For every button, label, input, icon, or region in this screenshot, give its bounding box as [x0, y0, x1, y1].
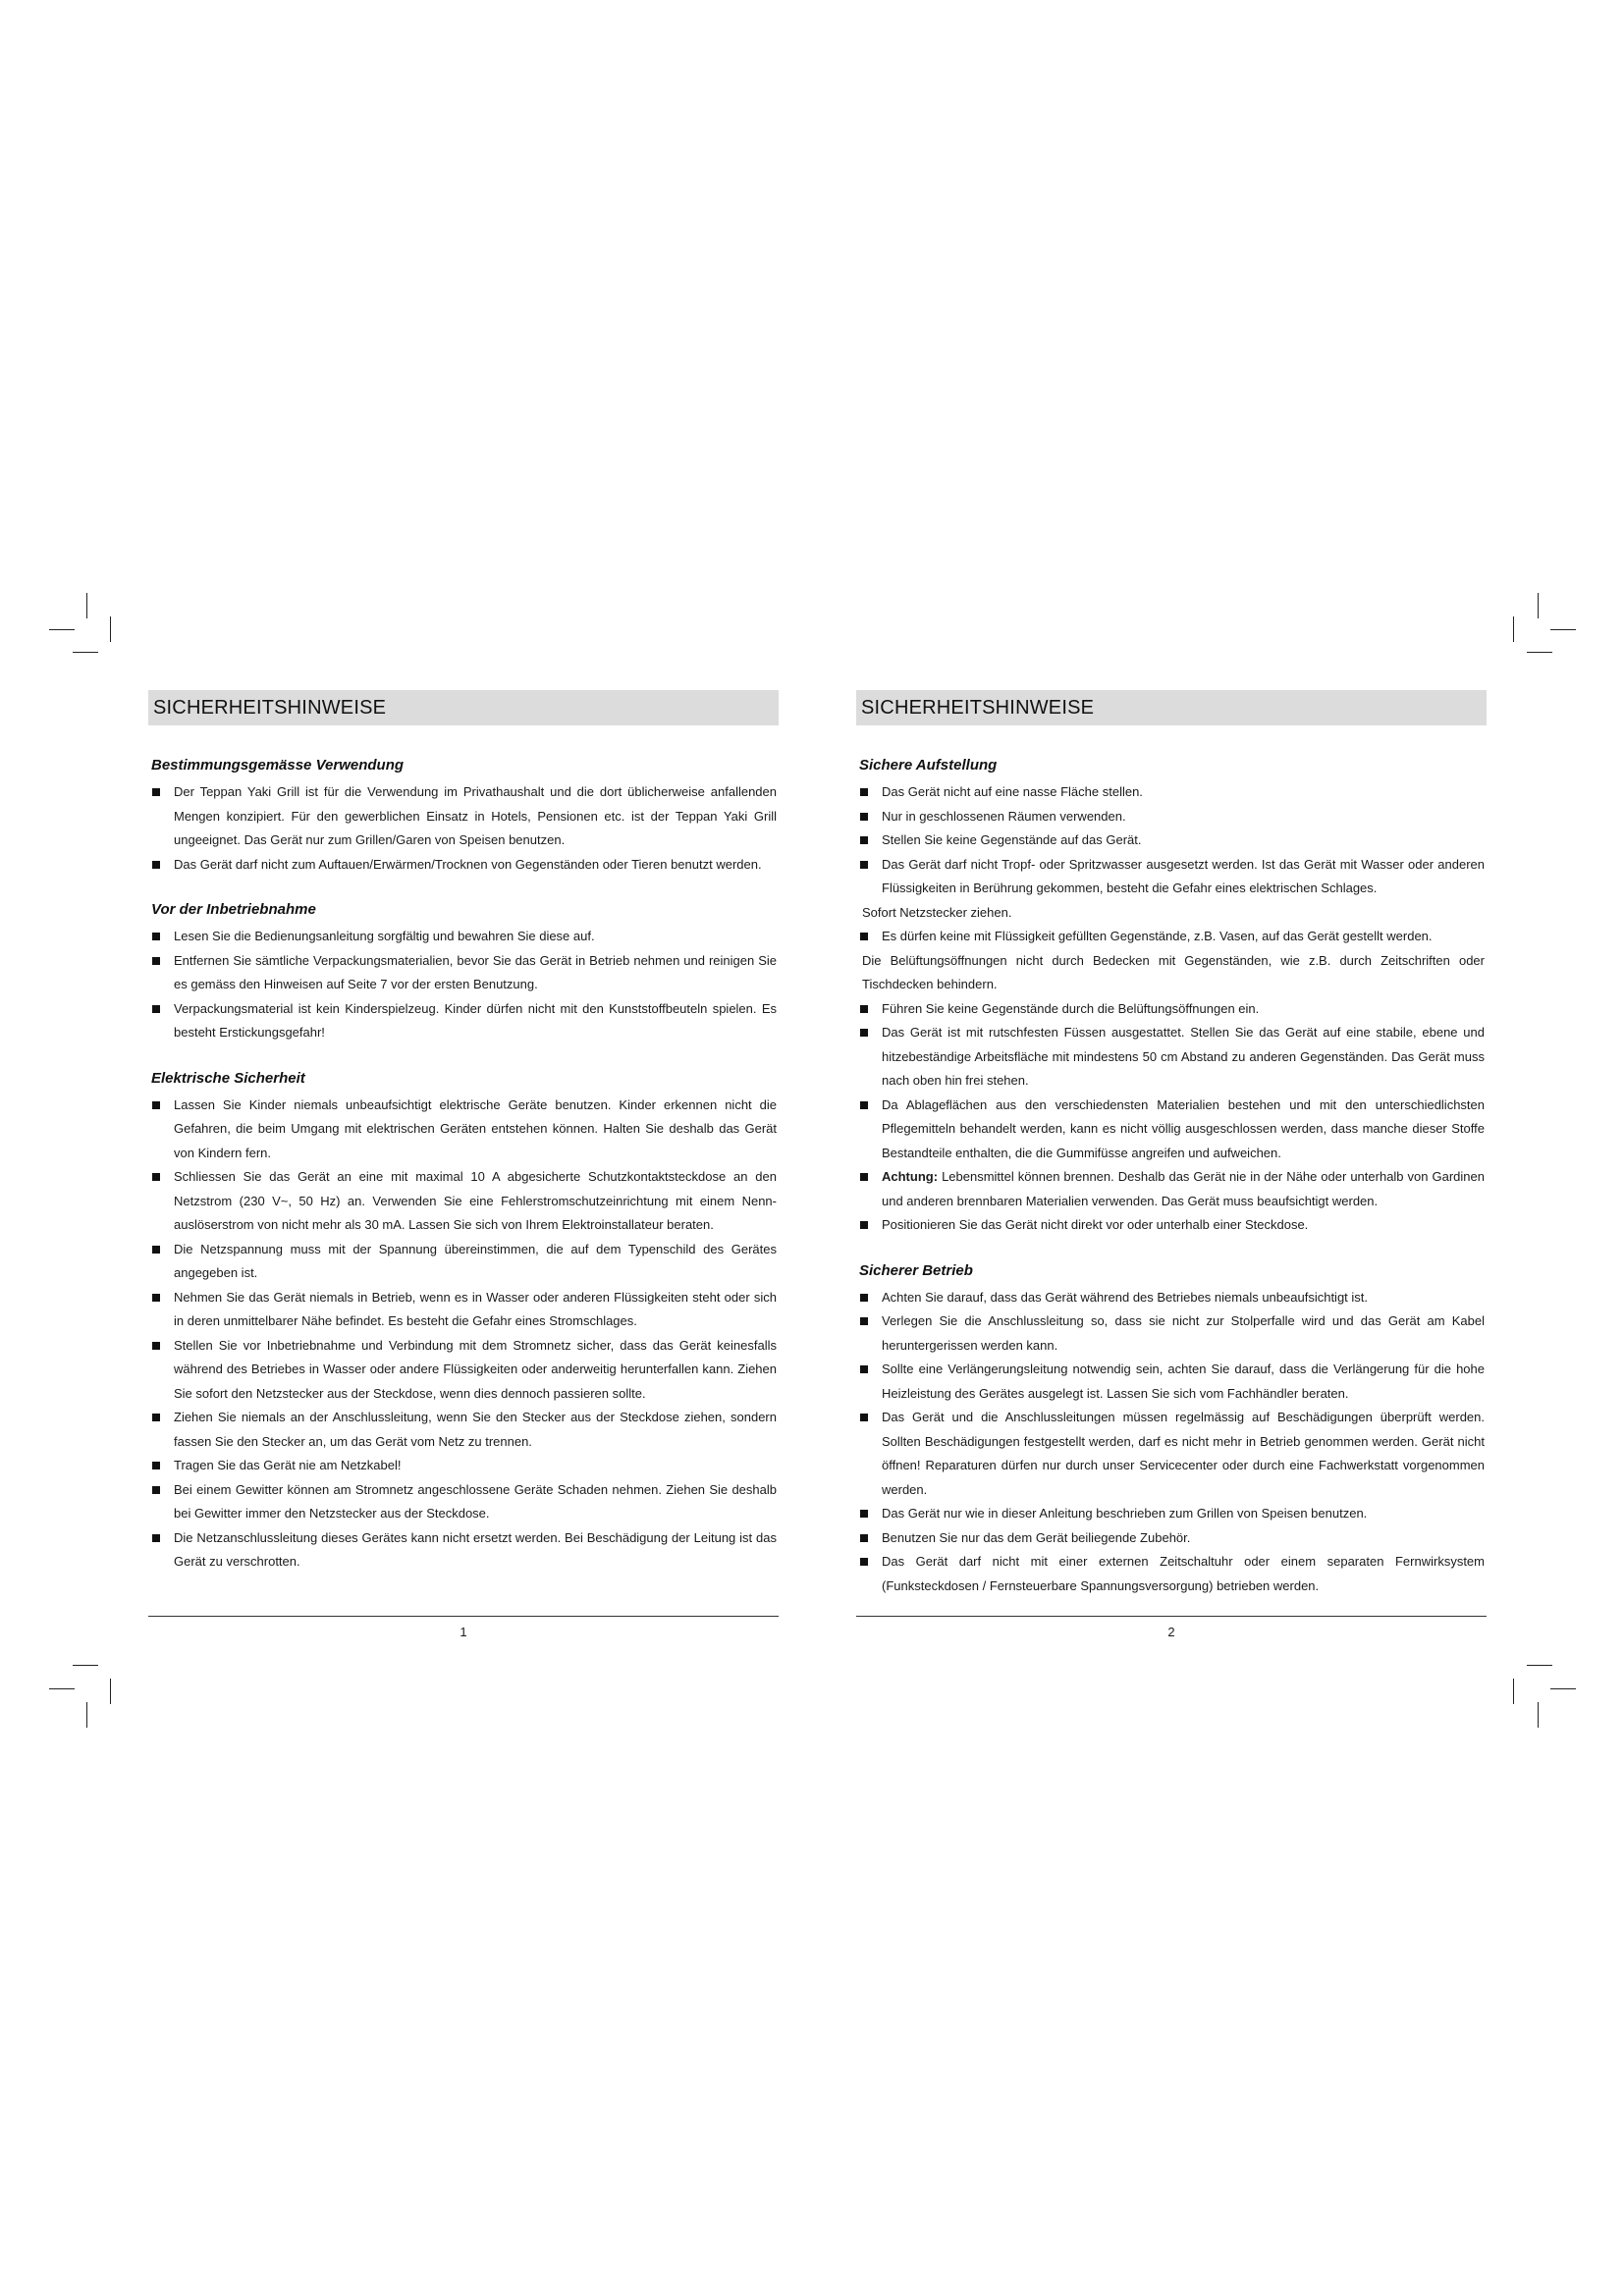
- crop-mark: [86, 1702, 87, 1728]
- list-item: Nur in geschlossenen Räumen verwenden.: [856, 805, 1487, 829]
- crop-mark: [1550, 629, 1576, 630]
- bullet-list: [148, 780, 779, 877]
- square-bullet-icon: [152, 1294, 160, 1302]
- section-heading: Bestimmungsgemässe Verwendung: [151, 757, 405, 774]
- left-page: [148, 690, 779, 1599]
- square-bullet-icon: [860, 1510, 868, 1518]
- square-bullet-icon: [152, 788, 160, 796]
- crop-mark: [49, 629, 75, 630]
- right-page: [856, 690, 1487, 1623]
- square-bullet-icon: [860, 788, 868, 796]
- crop-mark: [1538, 593, 1539, 618]
- page-title-bar: [148, 690, 779, 725]
- list-item: Das Gerät darf nicht Tropf- oder Spritzwasser ausgesetzt werden. Ist das Gerät mit Wasser oder anderen Flüssigkeiten in Berührung gekommen, besteht die Gefahr eines elektrischen Schlages.: [856, 853, 1487, 901]
- bullet-list: [856, 1286, 1487, 1599]
- square-bullet-icon: [860, 1414, 868, 1421]
- square-bullet-icon: [152, 1342, 160, 1350]
- page-title: SICHERHEITSHINWEISE: [861, 696, 1095, 719]
- square-bullet-icon: [860, 1534, 868, 1542]
- list-item: Es dürfen keine mit Flüssigkeit gefüllten Gegenstände, z.B. Vasen, auf das Gerät gestellt werden.: [856, 925, 1487, 949]
- list-item: Lassen Sie Kinder niemals unbeaufsichtigt elektrische Geräte benutzen. Kinder erkennen nicht die Gefahren, die beim Umgang mit elektrischen Geräten entstehen können. Halten Sie deshalb das Gerät von Kindern fern.: [148, 1094, 779, 1166]
- crop-mark: [1513, 616, 1514, 642]
- square-bullet-icon: [860, 933, 868, 940]
- list-item: Achten Sie darauf, dass das Gerät während des Betriebes niemals unbeaufsichtigt ist.: [856, 1286, 1487, 1310]
- list-item: Die Netzanschlussleitung dieses Gerätes kann nicht ersetzt werden. Bei Beschädigung der Leitung ist das Gerät zu verschrotten.: [148, 1526, 779, 1575]
- square-bullet-icon: [152, 933, 160, 940]
- square-bullet-icon: [152, 1246, 160, 1254]
- footer-rule: [856, 1616, 1487, 1617]
- list-item: Bei einem Gewitter können am Stromnetz angeschlossene Geräte Schaden nehmen. Ziehen Sie deshalb bei Gewitter immer den Netzstecker aus der Steckdose.: [148, 1478, 779, 1526]
- page-title: SICHERHEITSHINWEISE: [153, 696, 387, 719]
- list-item: Achtung: Lebensmittel können brennen. Deshalb das Gerät nie in der Nähe oder unterhalb von Gardinen und anderen brennbaren Materialien verwenden. Das Gerät muss beaufsichtigt werden.: [856, 1165, 1487, 1213]
- list-item: Der Teppan Yaki Grill ist für die Verwendung im Privathaushalt und die dort üblicherweise anfallenden Mengen konzipiert. Für den gewerblichen Einsatz in Hotels, Pensionen etc. ist der Teppan Yaki Grill ungeeignet. Das Gerät nur zum Grillen/Garen von Speisen benutzen.: [148, 780, 779, 853]
- list-item: Tragen Sie das Gerät nie am Netzkabel!: [148, 1454, 779, 1478]
- square-bullet-icon: [860, 1005, 868, 1013]
- section-heading: Elektrische Sicherheit: [151, 1069, 305, 1087]
- list-item: Stellen Sie vor Inbetriebnahme und Verbindung mit dem Stromnetz sicher, dass das Gerät keinesfalls während des Betriebes in Wasser oder andere Flüssigkeiten oder anderweitig herunterfallen kann. Ziehen Sie sofort den Netzstecker aus der Steckdose, wenn dies dennoch passieren sollte.: [148, 1334, 779, 1407]
- square-bullet-icon: [152, 1534, 160, 1542]
- list-item: Ziehen Sie niemals an der Anschlussleitung, wenn Sie den Stecker aus der Steckdose ziehen, sondern fassen Sie den Stecker an, um das Gerät vom Netz zu trennen.: [148, 1406, 779, 1454]
- crop-mark: [1550, 1688, 1576, 1689]
- list-item: Nehmen Sie das Gerät niemals in Betrieb, wenn es in Wasser oder anderen Flüssigkeiten steht oder sich in deren unmittelbarer Nähe befindet. Es besteht die Gefahr eines Stromschlages.: [148, 1286, 779, 1334]
- square-bullet-icon: [152, 861, 160, 869]
- square-bullet-icon: [152, 1414, 160, 1421]
- list-item: Das Gerät darf nicht mit einer externen Zeitschaltuhr oder einem separaten Fernwirksystem (Funksteckdosen / Fernsteuerbare Spannungsversorgung) betrieben werden.: [856, 1550, 1487, 1598]
- list-item: Das Gerät ist mit rutschfesten Füssen ausgestattet. Stellen Sie das Gerät auf eine stabile, ebene und hitzebeständige Arbeitsfläche mit mindestens 50 cm Abstand zu anderen Gegenständen. Das Gerät muss nach oben hin frei stehen.: [856, 1021, 1487, 1094]
- square-bullet-icon: [152, 1101, 160, 1109]
- square-bullet-icon: [860, 1173, 868, 1181]
- crop-mark: [73, 1665, 98, 1666]
- section-heading: Sichere Aufstellung: [859, 757, 998, 774]
- bullet-list: [856, 780, 1487, 1238]
- list-item: Lesen Sie die Bedienungsanleitung sorgfältig und bewahren Sie diese auf.: [148, 925, 779, 949]
- crop-mark: [1527, 652, 1552, 653]
- square-bullet-icon: [860, 813, 868, 821]
- bullet-list: [148, 925, 779, 1045]
- section-sicherer-betrieb: [856, 1262, 1487, 1599]
- list-item-continuation: Sofort Netzstecker ziehen.: [862, 904, 1012, 920]
- list-item: Das Gerät nicht auf eine nasse Fläche stellen.: [856, 780, 1487, 805]
- crop-mark: [1527, 1665, 1552, 1666]
- list-item: Verpackungsmaterial ist kein Kinderspielzeug. Kinder dürfen nicht mit den Kunststoffbeuteln spielen. Es besteht Erstickungsgefahr!: [148, 997, 779, 1045]
- list-item: Entfernen Sie sämtliche Verpackungsmaterialien, bevor Sie das Gerät in Betrieb nehmen und reinigen Sie es gemäss den Hinweisen auf Seite 7 vor der ersten Benutzung.: [148, 949, 779, 997]
- list-item: Das Gerät und die Anschlussleitungen müssen regelmässig auf Beschädigungen überprüft werden. Sollten Beschädigungen festgestellt werden, darf es nicht mehr in Betrieb genommen werden. Gerät nicht öffnen! Reparaturen dürfen nur durch unser Servicecenter oder durch eine Fachwerkstatt vorgenommen werden.: [856, 1406, 1487, 1502]
- list-item: Positionieren Sie das Gerät nicht direkt vor oder unterhalb einer Steckdose.: [856, 1213, 1487, 1238]
- list-item: Da Ablageflächen aus den verschiedensten Materialien bestehen und mit den unterschiedlichsten Pflegemitteln behandelt werden, kann es nicht völlig ausgeschlossen werden, dass manche dieser Stoffe Bestandteile enthalten, die die Gummifüsse angreifen und aufweichen.: [856, 1094, 1487, 1166]
- page-number: 1: [460, 1625, 467, 1639]
- section-heading: Sicherer Betrieb: [859, 1261, 973, 1279]
- square-bullet-icon: [152, 1005, 160, 1013]
- square-bullet-icon: [860, 836, 868, 844]
- square-bullet-icon: [860, 861, 868, 869]
- square-bullet-icon: [152, 1462, 160, 1469]
- square-bullet-icon: [152, 1173, 160, 1181]
- section-sichere-aufstellung: [856, 757, 1487, 1238]
- section-elektrische-sicherheit: [148, 1070, 779, 1575]
- page-title-bar: [856, 690, 1487, 725]
- crop-mark: [49, 1688, 75, 1689]
- square-bullet-icon: [860, 1294, 868, 1302]
- square-bullet-icon: [152, 1486, 160, 1494]
- square-bullet-icon: [860, 1029, 868, 1037]
- bullet-list: [148, 1094, 779, 1575]
- crop-mark: [110, 616, 111, 642]
- square-bullet-icon: [152, 957, 160, 965]
- list-item: Führen Sie keine Gegenstände durch die Belüftungsöffnungen ein.: [856, 997, 1487, 1022]
- achtung-label: Achtung:: [882, 1169, 939, 1184]
- section-vor-der-inbetriebnahme: [148, 901, 779, 1045]
- crop-mark: [110, 1679, 111, 1704]
- square-bullet-icon: [860, 1221, 868, 1229]
- list-item: Benutzen Sie nur das dem Gerät beiliegende Zubehör.: [856, 1526, 1487, 1551]
- square-bullet-icon: [860, 1317, 868, 1325]
- section-heading: Vor der Inbetriebnahme: [151, 901, 316, 918]
- section-bestimmungsgemaesse-verwendung: [148, 757, 779, 877]
- list-item: Verlegen Sie die Anschlussleitung so, dass sie nicht zur Stolperfalle wird und das Gerät am Kabel heruntergerissen werden kann.: [856, 1309, 1487, 1358]
- list-item: Schliessen Sie das Gerät an eine mit maximal 10 A abgesicherte Schutzkontaktsteckdose an den Netzstrom (230 V~, 50 Hz) an. Verwenden Sie eine Fehlerstromschutzeinrichtung mit einem Nenn-auslöserstrom von nicht mehr als 30 mA. Lassen Sie sich von Ihrem Elektroinstallateur beraten.: [148, 1165, 779, 1238]
- square-bullet-icon: [860, 1558, 868, 1566]
- crop-mark: [73, 652, 98, 653]
- list-item: Das Gerät nur wie in dieser Anleitung beschrieben zum Grillen von Speisen benutzen.: [856, 1502, 1487, 1526]
- list-item: Sollte eine Verlängerungsleitung notwendig sein, achten Sie darauf, dass die Verlängerung für die hohe Heizleistung des Gerätes ausgelegt ist. Lassen Sie sich vom Fachhändler beraten.: [856, 1358, 1487, 1406]
- crop-mark: [1538, 1702, 1539, 1728]
- footer-rule: [148, 1616, 779, 1617]
- list-item: Stellen Sie keine Gegenstände auf das Gerät.: [856, 828, 1487, 853]
- crop-mark: [86, 593, 87, 618]
- list-item-continuation: Die Belüftungsöffnungen nicht durch Bedecken mit Gegenständen, wie z.B. durch Zeitschriften oder Tischdecken behindern.: [862, 952, 1485, 991]
- square-bullet-icon: [860, 1365, 868, 1373]
- page-number: 2: [1167, 1625, 1175, 1639]
- list-item: Das Gerät darf nicht zum Auftauen/Erwärmen/Trocknen von Gegenständen oder Tieren benutzt werden.: [148, 853, 779, 878]
- crop-mark: [1513, 1679, 1514, 1704]
- square-bullet-icon: [860, 1101, 868, 1109]
- list-item: Die Netzspannung muss mit der Spannung übereinstimmen, die auf dem Typenschild des Gerätes angegeben ist.: [148, 1238, 779, 1286]
